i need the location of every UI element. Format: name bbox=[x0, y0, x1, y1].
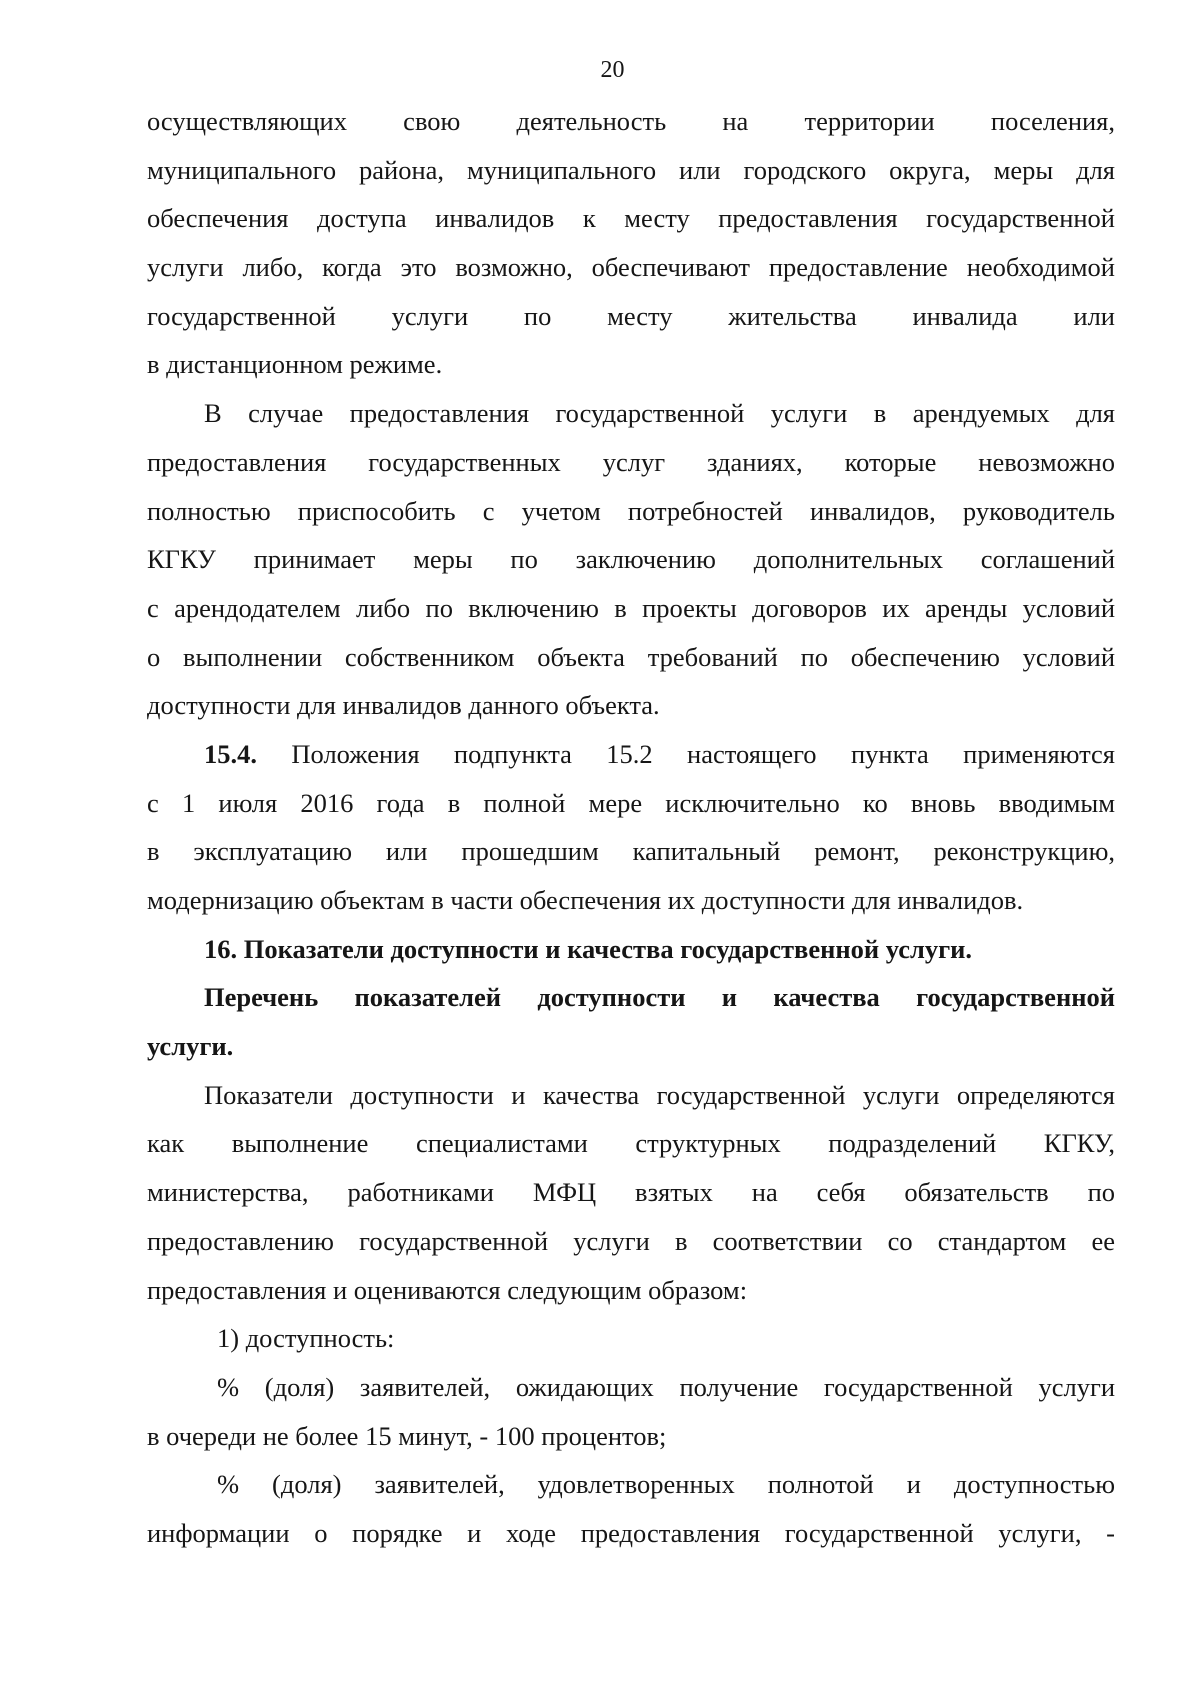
text-line: с арендодателем либо по включению в проекты договоров их аренды условий bbox=[147, 592, 1115, 623]
text-line: в очереди не более 15 минут, - 100 процентов; bbox=[147, 1420, 667, 1451]
page-number: 20 bbox=[600, 57, 625, 83]
text-line: доступности для инвалидов данного объекта. bbox=[147, 690, 660, 721]
text-line: обеспечения доступа инвалидов к месту предоставления государственной bbox=[147, 203, 1115, 234]
text-line: полностью приспособить с учетом потребностей инвалидов, руководитель bbox=[147, 495, 1115, 526]
text-line: в эксплуатацию или прошедшим капитальный ремонт, реконструкцию, bbox=[147, 836, 1115, 867]
text-line: КГКУ принимает меры по заключению дополнительных соглашений bbox=[147, 544, 1115, 575]
text-line: информации о порядке и ходе предоставления государственной услуги, - bbox=[147, 1517, 1115, 1548]
section-heading: 16. Показатели доступности и качества государственной услуги. bbox=[204, 933, 973, 964]
list-item-heading: 1) доступность: bbox=[217, 1323, 395, 1354]
text-line: предоставления и оцениваются следующим образом: bbox=[147, 1274, 748, 1305]
text-line: предоставлению государственной услуги в соответствии со стандартом ее bbox=[147, 1225, 1115, 1256]
text-line: с 1 июля 2016 года в полной мере исключительно ко вновь вводимым bbox=[147, 787, 1115, 818]
paragraph-first-line: В случае предоставления государственной услуги в арендуемых для bbox=[204, 398, 1115, 429]
subsection-heading: Перечень показателей доступности и качества государственной bbox=[204, 982, 1115, 1013]
paragraph-first-line: Показатели доступности и качества государственной услуги определяются bbox=[204, 1079, 1115, 1110]
text-line: государственной услуги по месту жительства инвалида или bbox=[147, 300, 1115, 331]
text-line: как выполнение специалистами структурных подразделений КГКУ, bbox=[147, 1128, 1115, 1159]
text-line: осуществляющих свою деятельность на территории поселения, bbox=[147, 106, 1115, 136]
text-line: модернизацию объектам в части обеспечения их доступности для инвалидов. bbox=[147, 885, 1024, 915]
subsection-heading-continued: услуги. bbox=[147, 1031, 234, 1062]
text-line: услуги либо, когда это возможно, обеспечивают предоставление необходимой bbox=[147, 252, 1115, 283]
list-item-first-line: % (доля) заявителей, удовлетворенных полнотой и доступностью bbox=[217, 1469, 1115, 1500]
clause-15-4-line bbox=[147, 730, 1115, 779]
text-line: предоставления государственных услуг зданиях, которые невозможно bbox=[147, 446, 1115, 477]
document-body bbox=[147, 97, 1115, 1558]
list-item-first-line: % (доля) заявителей, ожидающих получение государственной услуги bbox=[217, 1371, 1115, 1402]
text-line: муниципального района, муниципального или городского округа, меры для bbox=[147, 154, 1115, 185]
text-line: министерства, работниками МФЦ взятых на себя обязательств по bbox=[147, 1177, 1115, 1208]
text-line: в дистанционном режиме. bbox=[147, 349, 443, 380]
clause-number: 15.4. bbox=[204, 738, 257, 769]
text-line: о выполнении собственником объекта требований по обеспечению условий bbox=[147, 641, 1115, 672]
clause-text: Положения подпункта 15.2 настоящего пункта применяются bbox=[257, 738, 1115, 769]
